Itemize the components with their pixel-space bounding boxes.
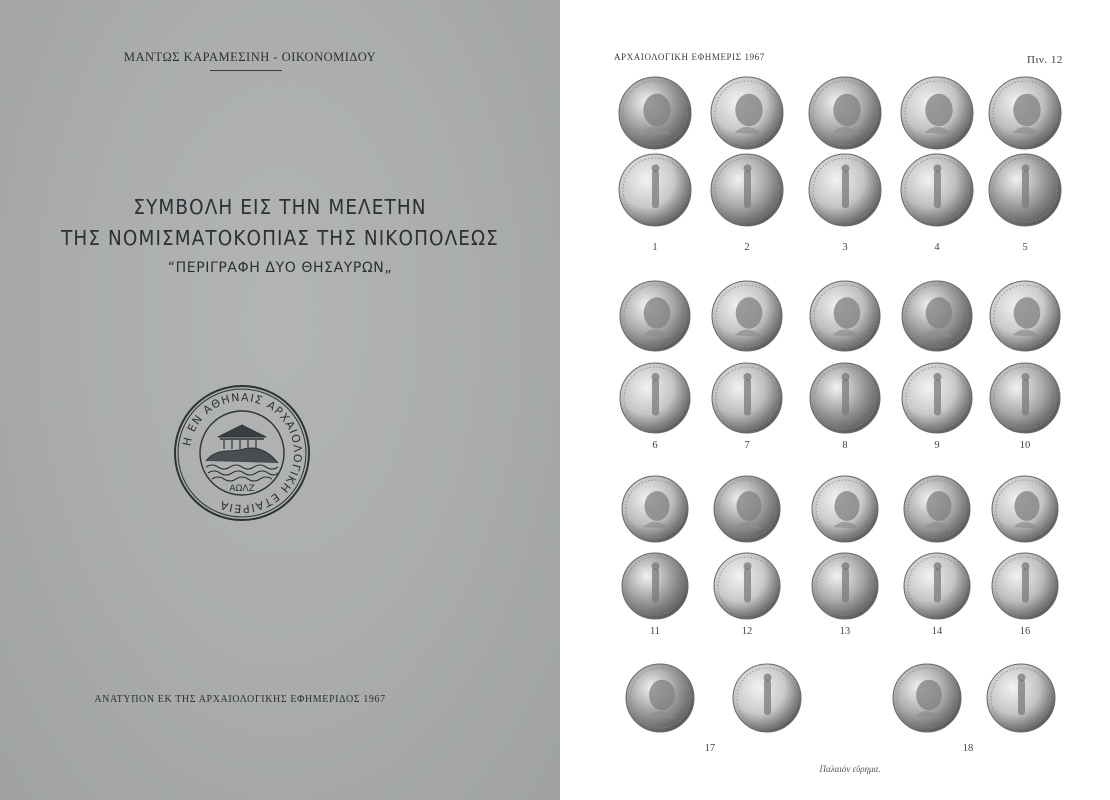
seal-inscription: Η ΕΝ ΑΘΗΝΑΙΣ ΑΡΧΑΙΟΛΟΓΙΚΗ ΕΤΑΙΡΕΙΑ	[180, 390, 305, 516]
seal-emblem	[206, 425, 278, 481]
coin-number-label: 9	[934, 440, 940, 451]
coin-reverse-photo	[731, 662, 803, 734]
coin-obverse-photo	[618, 279, 692, 353]
society-seal-icon	[172, 383, 312, 523]
coin-obverse-photo	[808, 279, 882, 353]
coin-reverse-photo	[807, 152, 883, 228]
plate-running-header: ΑΡΧΑΙΟΛΟΓΙΚΗ ΕΦΗΜΕΡΙΣ 1967	[614, 52, 765, 62]
coin-number-label: 4	[934, 242, 940, 253]
coin-reverse-photo	[710, 361, 784, 435]
coin-obverse-photo	[902, 474, 972, 544]
cover-author: ΜΑΝΤΩΣ ΚΑΡΑΜΕΣΙΝΗ - ΟΙΚΟΝΟΜΙΔΟΥ	[123, 50, 377, 64]
coin-obverse-photo	[891, 662, 963, 734]
seal-year: ΑΩΛΖ	[229, 484, 255, 494]
coin-obverse-photo	[810, 474, 880, 544]
coin-reverse-photo	[709, 152, 785, 228]
coin-number-label: 10	[1019, 440, 1031, 451]
coin-reverse-photo	[617, 152, 693, 228]
coin-reverse-photo	[620, 551, 690, 621]
coin-reverse-photo	[899, 152, 975, 228]
coin-obverse-photo	[807, 75, 883, 151]
coin-number-label: 7	[744, 440, 750, 451]
author-underline	[210, 70, 282, 71]
coin-reverse-photo	[902, 551, 972, 621]
coin-obverse-photo	[617, 75, 693, 151]
coin-reverse-photo	[712, 551, 782, 621]
coin-plate-page	[560, 0, 1110, 800]
coin-obverse-photo	[624, 662, 696, 734]
cover-subtitle: “ΠΕΡΙΓΡΑΦΗ ΔΥΟ ΘΗΣΑΥΡΩΝ„	[167, 260, 393, 276]
coin-obverse-photo	[899, 75, 975, 151]
coin-number-label: 11	[649, 626, 661, 637]
coin-reverse-photo	[618, 361, 692, 435]
coin-number-label: 6	[652, 440, 658, 451]
coin-obverse-photo	[709, 75, 785, 151]
coin-number-label: 17	[704, 743, 716, 754]
coin-number-label: 14	[931, 626, 943, 637]
coin-obverse-photo	[990, 474, 1060, 544]
coin-reverse-photo	[990, 551, 1060, 621]
coin-obverse-photo	[712, 474, 782, 544]
coin-reverse-photo	[810, 551, 880, 621]
coin-number-label: 13	[839, 626, 851, 637]
coin-reverse-photo	[808, 361, 882, 435]
coin-number-label: 5	[1022, 242, 1028, 253]
coin-obverse-photo	[988, 279, 1062, 353]
coin-obverse-photo	[900, 279, 974, 353]
coin-reverse-photo	[988, 361, 1062, 435]
coin-number-label: 3	[842, 242, 848, 253]
coin-number-label: 2	[744, 242, 750, 253]
coin-obverse-photo	[710, 279, 784, 353]
coin-obverse-photo	[987, 75, 1063, 151]
coin-number-label: 8	[842, 440, 848, 451]
plate-number: Πιν. 12	[1027, 54, 1063, 66]
coin-number-label: 1	[652, 242, 658, 253]
cover-footer: ΑΝΑΤΥΠΟΝ ΕΚ ΤΗΣ ΑΡΧΑΙΟΛΟΓΙΚΗΣ ΕΦΗΜΕΡΙΔΟΣ 1967	[94, 694, 386, 705]
coin-reverse-photo	[985, 662, 1057, 734]
coin-number-label: 16	[1019, 626, 1031, 637]
coin-number-label: 12	[741, 626, 753, 637]
coin-reverse-photo	[987, 152, 1063, 228]
coin-reverse-photo	[900, 361, 974, 435]
plate-caption: Παλαιόν εὕρημα.	[819, 764, 881, 774]
coin-obverse-photo	[620, 474, 690, 544]
cover-title-line-2: ΤΗΣ ΝΟΜΙΣΜΑΤΟΚΟΠΙΑΣ ΤΗΣ ΝΙΚΟΠΟΛΕΩΣ	[61, 226, 499, 250]
coin-number-label: 18	[962, 743, 974, 754]
cover-title-line-1: ΣΥΜΒΟΛΗ ΕΙΣ ΤΗΝ ΜΕΛΕΤΗΝ	[133, 195, 427, 219]
